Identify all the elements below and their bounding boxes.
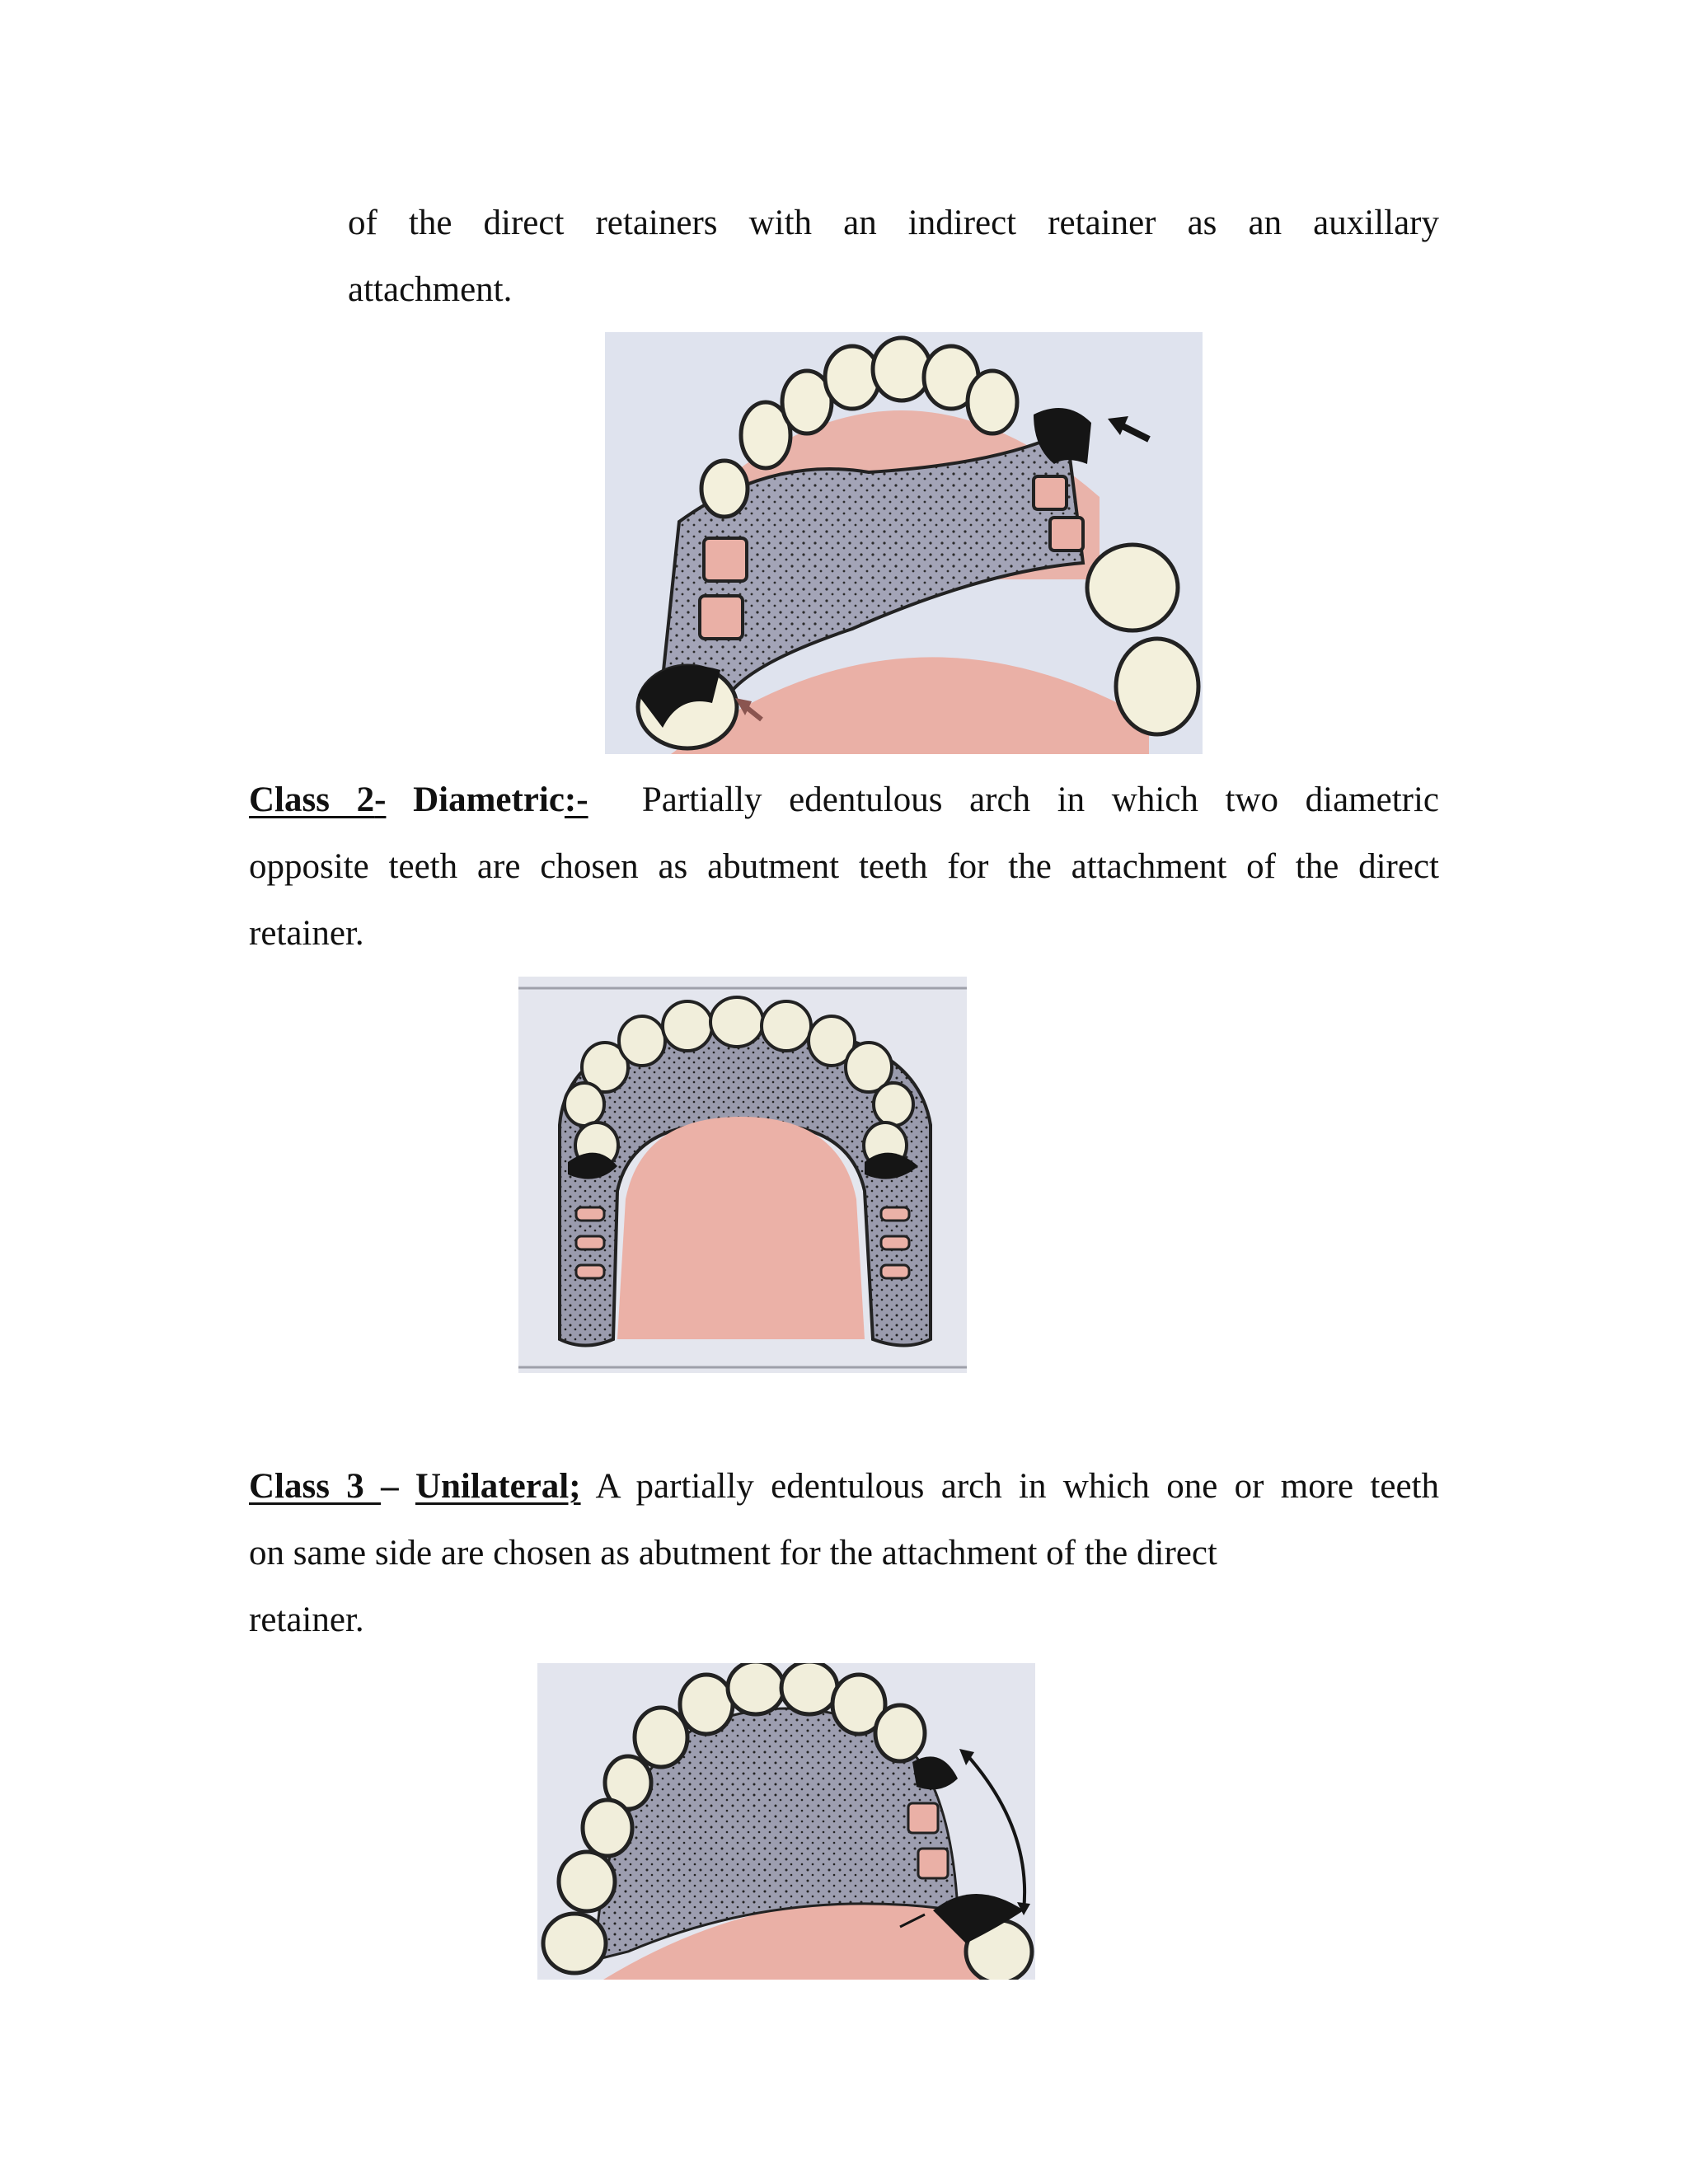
class-2-heading-line [249, 766, 1439, 833]
class-2-description: Partially edentulous arch in which two diametric [641, 780, 1440, 819]
dental-arch-figure-3 [537, 1663, 1035, 1980]
class-3-description: A partially edentulous arch in which one or more teeth [595, 1467, 1439, 1506]
class-2-name: Diametric [413, 780, 565, 819]
class-3-name: Unilateral; [415, 1467, 581, 1506]
class-2-paragraph [249, 766, 1439, 967]
dental-arch-figure-2 [518, 977, 967, 1373]
paragraph-line: attachment. [348, 270, 513, 309]
paragraph-line: opposite teeth are chosen as abutment teeth for the attachment of the direct [249, 847, 1439, 886]
class-3-label: Class 3 [249, 1467, 382, 1506]
class-2-label-suffix: - [374, 780, 387, 819]
paragraph-line: on same side are chosen as abutment for the attachment of the direct [249, 1534, 1217, 1572]
class-3-paragraph [249, 1453, 1439, 1653]
class-2-label: Class 2 [249, 780, 375, 819]
paragraph-line: retainer. [249, 914, 364, 953]
class-3-heading-line [249, 1453, 1439, 1520]
paragraph-line [249, 1586, 1439, 1653]
dental-arch-figure-1 [605, 332, 1203, 754]
paragraph-line: of the direct retainers with an indirect retainer as an auxillary [348, 204, 1439, 242]
class-3-last-line: retainer. [249, 1601, 364, 1639]
class-2-name-suffix: :- [564, 780, 588, 819]
continuation-paragraph [348, 190, 1439, 323]
class-3-dash: – [381, 1467, 399, 1506]
